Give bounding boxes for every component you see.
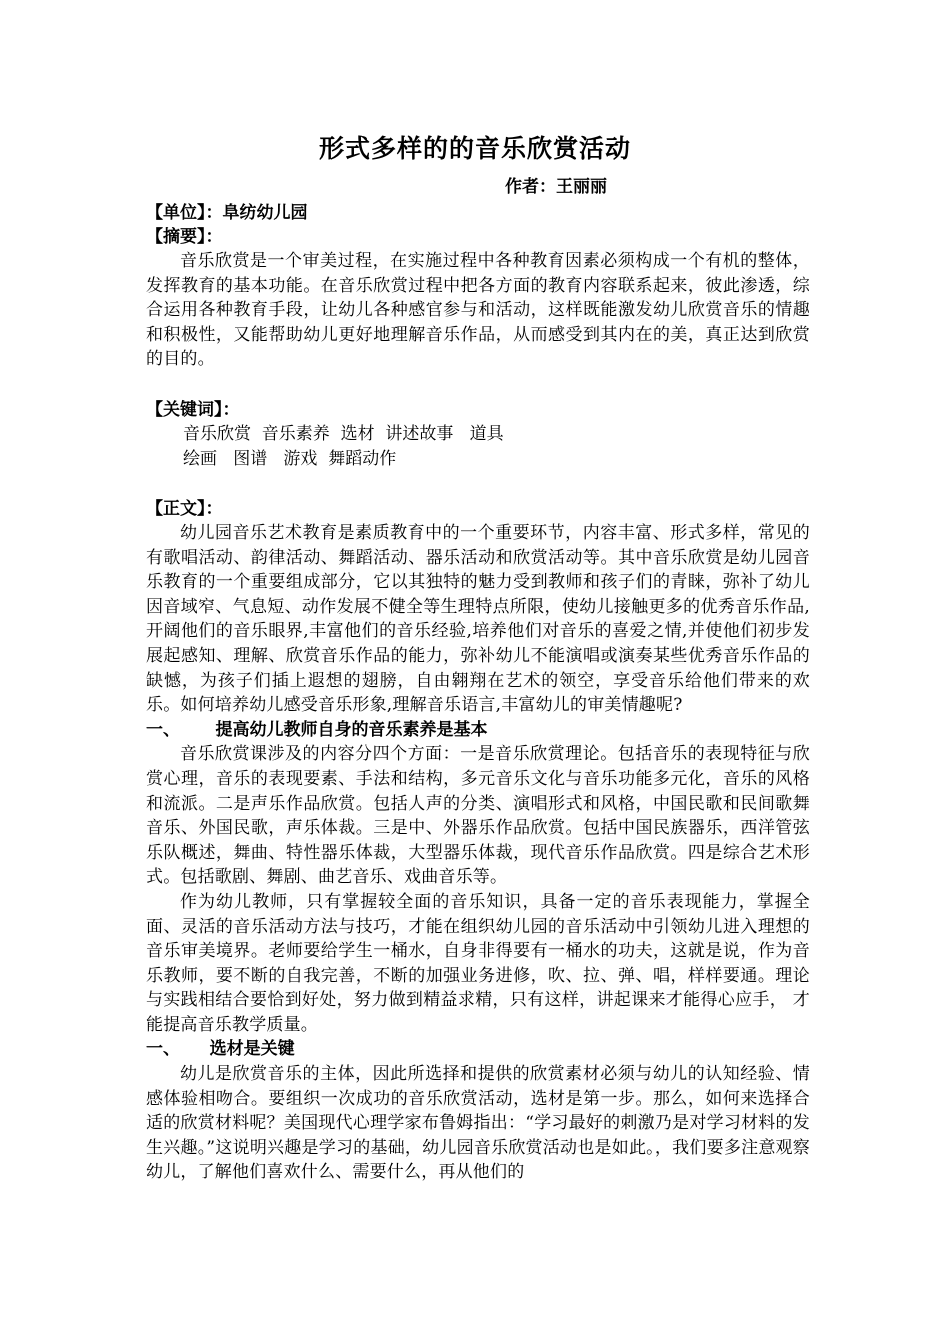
body-section	[146, 497, 810, 1185]
section-1-paragraph-1: 音乐欣赏课涉及的内容分四个方面：一是音乐欣赏理论。包括音乐的表现特征与欣赏心理，音乐的表现要素、手法和结构，多元音乐文化与音乐功能多元化，音乐的风格和流派。二是声乐作品欣赏。包括人声的分类、演唱形式和风格，中国民歌和民间歌舞音乐、外国民歌，声乐体裁。三是中、外器乐作品欣赏。包括中国民族器乐，西洋管弦乐队概述，舞曲、特性器乐体裁，大型器乐体裁，现代音乐作品欣赏。四是综合艺术形式。包括歌剧、舞剧、曲艺音乐、戏曲音乐等。	[146, 744, 810, 888]
body-label: 【正文】：	[146, 499, 223, 519]
abstract-text: 音乐欣赏是一个审美过程，在实施过程中各种教育因素必须构成一个有机的整体，发挥教育的基本功能。在音乐欣赏过程中把各方面的教育内容联系起来，彼此渗透，综合运用各种教育手段，让幼儿各种感官参与和活动，这样既能激发幼儿欣赏音乐的情趣和积极性，又能帮助幼儿更好地理解音乐作品，从而感受到其内在的美，真正达到欣赏的目的。	[146, 251, 810, 370]
keywords-line-2: 绘画 图谱 游戏 舞蹈动作	[183, 448, 397, 469]
abstract-section	[146, 225, 810, 372]
abstract-label: 【摘要】：	[146, 227, 223, 247]
body-intro-paragraph: 幼儿园音乐艺术教育是素质教育中的一个重要环节，内容丰富、形式多样，常见的有歌唱活动、韵律活动、舞蹈活动、器乐活动和欣赏活动等。其中音乐欣赏是幼儿园音乐教育的一个重要组成部分，它以其独特的魅力受到教师和孩子们的青睐，弥补了幼儿因音域窄、气息短、动作发展不健全等生理特点所限，使幼儿接触更多的优秀音乐作品,开阔他们的音乐眼界,丰富他们的音乐经验,培养他们对音乐的喜爱之情,并使他们初步发展起感知、理解、欣赏音乐作品的能力，弥补幼儿不能演唱或演奏某些优秀音乐作品的缺憾，为孩子们插上遐想的翅膀，自由翱翔在艺术的领空，享受音乐给他们带来的欢乐。如何培养幼儿感受音乐形象,理解音乐语言,丰富幼儿的审美情趣呢?	[146, 523, 810, 716]
section-1-heading: 一、 提高幼儿教师自身的音乐素养是基本	[146, 719, 488, 740]
keywords-line-1: 音乐欣赏 音乐素养 选材 讲述故事 道具	[183, 424, 504, 444]
section-1-paragraph-2: 作为幼儿教师，只有掌握较全面的音乐知识，具备一定的音乐表现能力，掌握全面、灵活的音乐活动方法与技巧，才能在组织幼儿园的音乐活动中引领幼儿进入理想的音乐审美境界。老师要给学生一桶水，自身非得要有一桶水的功夫，这就是说，作为音乐教师，要不断的自我完善，不断的加强业务进修，吹、拉、弹、唱，样样要通。理论与实践相结合要恰到好处，努力做到精益求精，只有这样，讲起课来才能得心应手， 才能提高音乐教学质量。	[146, 891, 810, 1035]
unit-line	[146, 201, 810, 225]
keywords-label: 【关键词】：	[146, 400, 240, 420]
document-title: 形式多样的的音乐欣赏活动	[318, 134, 631, 163]
section-2-paragraph-1: 幼儿是欣赏音乐的主体，因此所选择和提供的欣赏素材必须与幼儿的认知经验、情感体验相吻合。要组织一次成功的音乐欣赏活动，选材是第一步。那么，如何来选择合适的欣赏材料呢？美国现代心理学家布鲁姆指出：“学习最好的刺激乃是对学习材料的发生兴趣。”这说明兴趣是学习的基础，幼儿园音乐欣赏活动也是如此。，我们要多注意观察幼儿，了解他们喜欢什么、需要什么，再从他们的	[146, 1064, 810, 1183]
unit-label: 【单位】：阜纺幼儿园	[146, 203, 308, 223]
author-line: 作者：王丽丽	[505, 177, 607, 197]
section-2-heading: 一、 选材是关键	[146, 1039, 295, 1060]
keywords-section	[146, 398, 810, 471]
